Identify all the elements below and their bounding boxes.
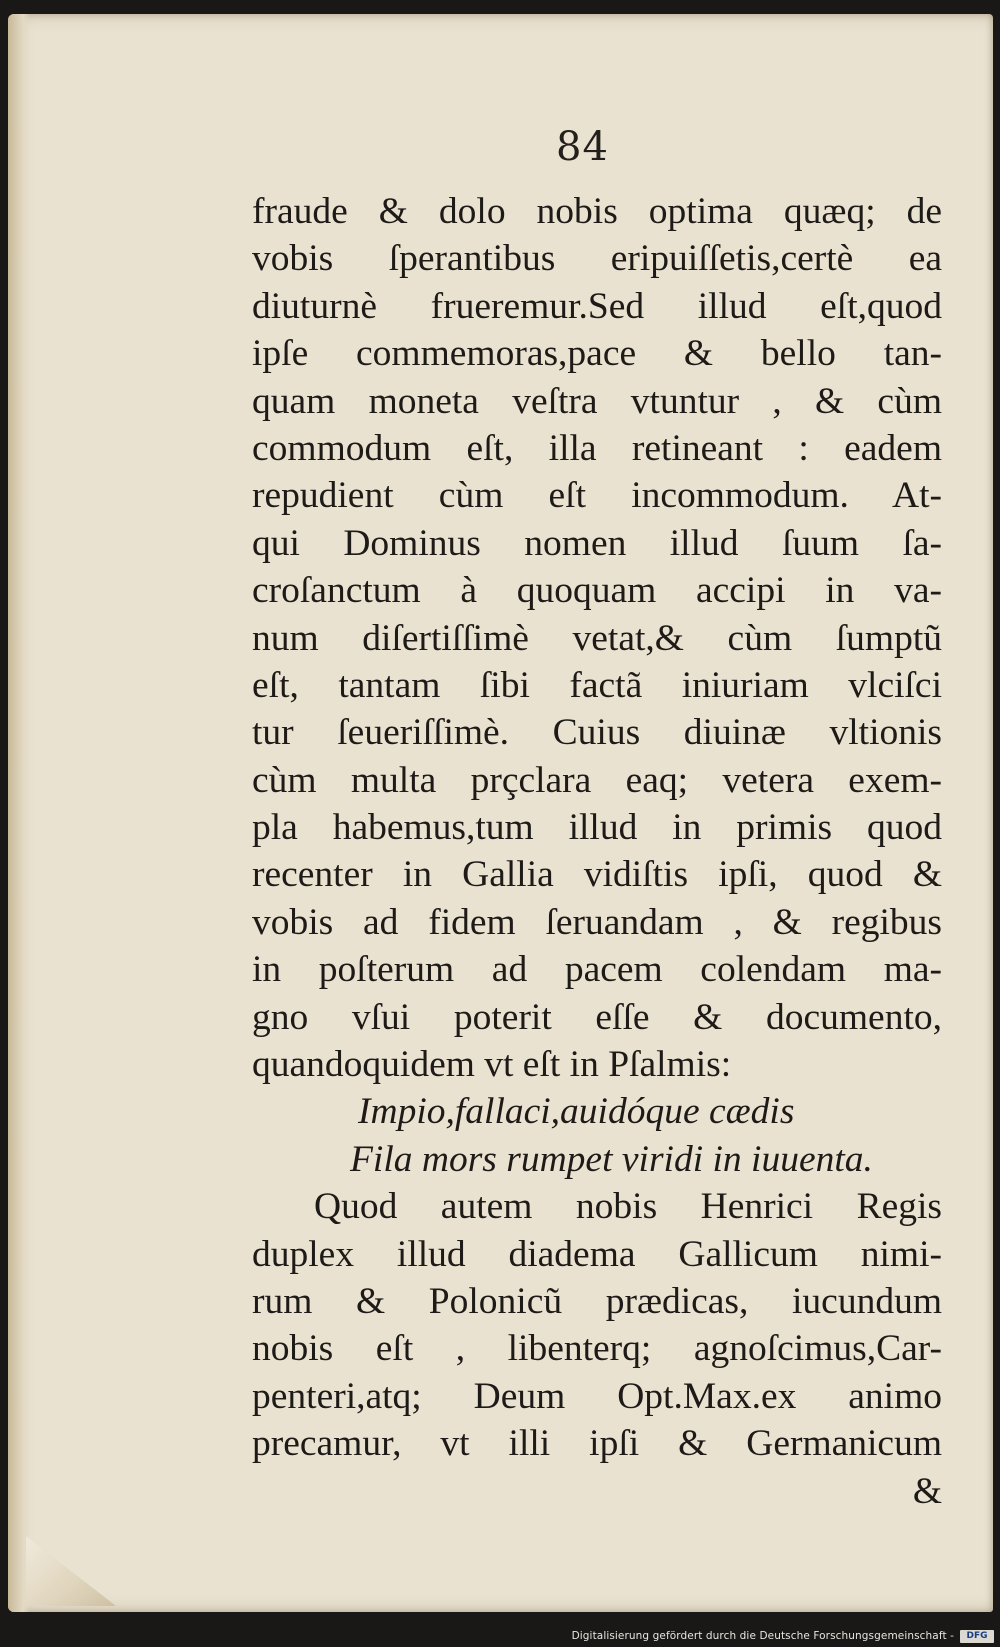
text-line: tur ſeueriſſimè. Cuius diuinæ vltionis [252, 712, 942, 754]
text-line: quam moneta veſtra vtuntur , & cùm [252, 380, 942, 422]
text-line: penteri,atq; Deum Opt.Max.ex animo [252, 1375, 942, 1417]
book-page [8, 14, 993, 1612]
text-line: vobis ſperantibus eripuiſſetis,certè ea [252, 238, 942, 280]
page-number: 84 [556, 124, 609, 170]
text-line: rum & Polonicũ prædicas, iucundum [252, 1280, 942, 1322]
text-line: in poſterum ad pacem colendam ma- [252, 949, 942, 991]
text-line: qui Dominus nomen illud ſuum ſa- [252, 522, 942, 564]
verse-line: Fila mors rumpet viridi in iuuenta. [350, 1138, 873, 1180]
text-line: cùm multa prçclara eaq; vetera exem- [252, 759, 942, 801]
text-line: eſt, tantam ſibi factã iniuriam vlciſci [252, 664, 942, 706]
text-line: ipſe commemoras,pace & bello tan- [252, 333, 942, 375]
text-line: diuturnè frueremur.Sed illud eſt,quod [252, 285, 942, 327]
text-line: nobis eſt , libenterq; agnoſcimus,Car- [252, 1328, 942, 1370]
body-text [252, 188, 942, 1515]
verse-line: Impio,fallaci,auidóque cædis [358, 1091, 795, 1133]
catchword: & [912, 1470, 942, 1512]
text-line: precamur, vt illi ipſi & Germanicum [252, 1423, 942, 1465]
page-corner-fold [26, 1536, 116, 1606]
text-line: pla habemus,tum illud in primis quod [252, 807, 942, 849]
text-line: croſanctum à quoquam accipi in va- [252, 570, 942, 612]
text-line: fraude & dolo nobis optima quæq; de [252, 191, 942, 232]
page-edge-shadow [8, 14, 30, 1612]
text-line: duplex illud diadema Gallicum nimi- [252, 1233, 942, 1275]
text-line: commodum eſt, illa retineant : eadem [252, 427, 942, 469]
digitization-credit: Digitalisierung gefördert durch die Deutsche Forschungsgemeinschaft - [571, 1630, 954, 1642]
text-line: gno vſui poterit eſſe & documento, [252, 996, 942, 1038]
text-line: Quod autem nobis Henrici Regis [314, 1186, 942, 1228]
text-line: quandoquidem vt eſt in Pſalmis: [252, 1044, 732, 1086]
text-line: recenter in Gallia vidiſtis ipſi, quod & [252, 854, 942, 896]
text-line: repudient cùm eſt incommodum. At- [252, 475, 942, 517]
text-line: num diſertiſſimè vetat,& cùm ſumptũ [252, 617, 942, 659]
text-line: vobis ad fidem ſeruandam , & regibus [252, 901, 942, 943]
dfg-logo: DFG [960, 1630, 994, 1643]
